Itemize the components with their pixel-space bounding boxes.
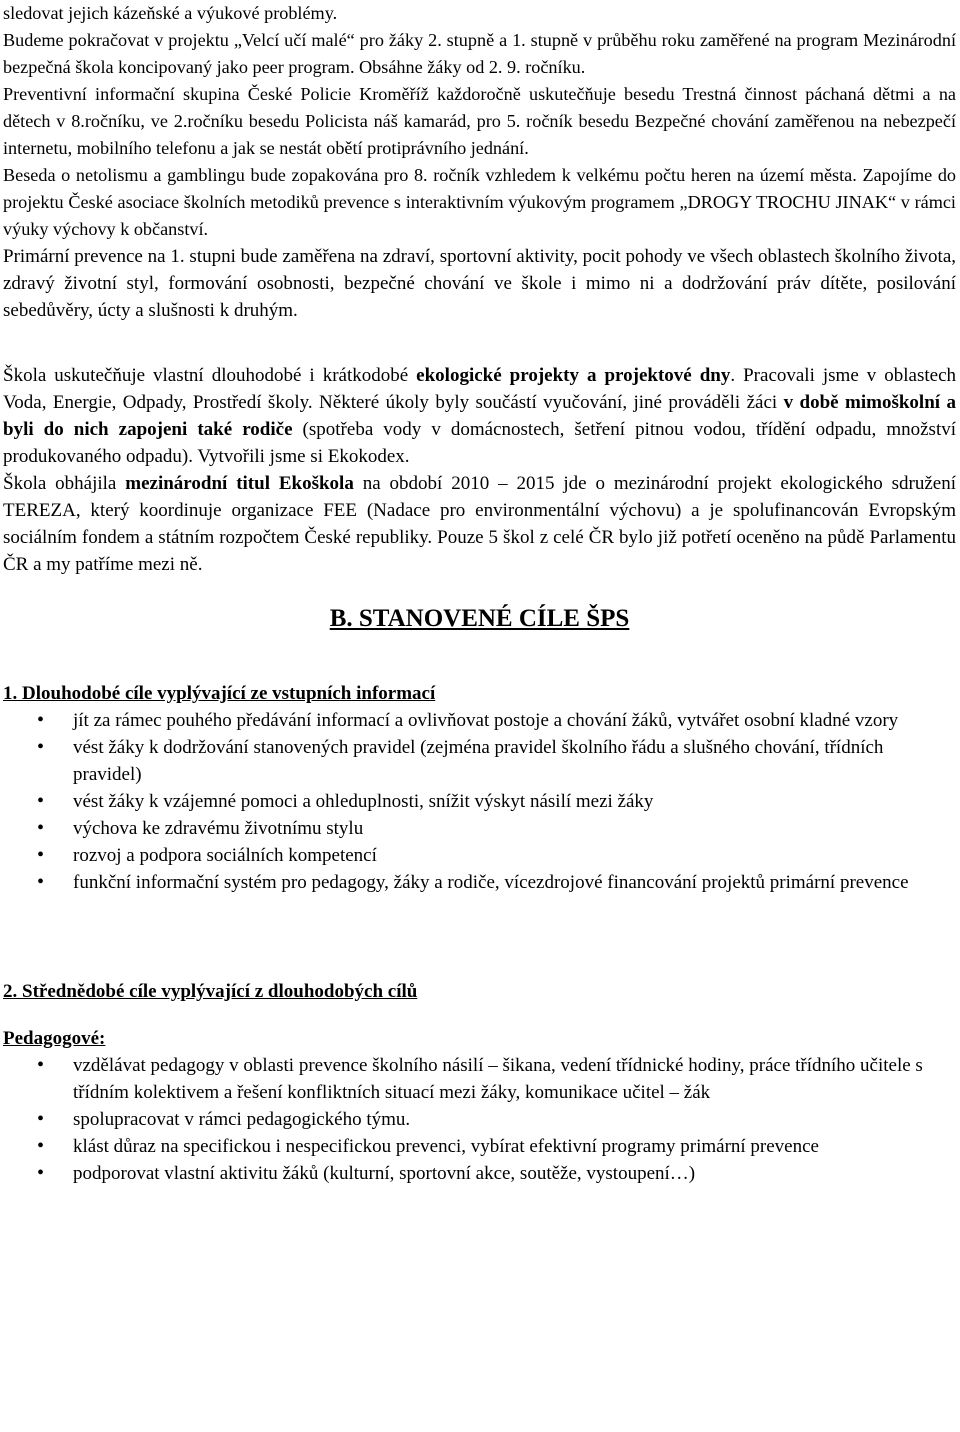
spacer — [3, 578, 956, 602]
paragraph-discipline: sledovat jejich kázeňské a výukové problémy. — [3, 3, 338, 23]
ekoskola-bold-title: mezinárodní titul Ekoškola — [125, 473, 354, 494]
list-item: • klást důraz na specifickou i nespecifickou prevenci, vybírat efektivní programy primární prevence — [3, 1133, 956, 1160]
spacer — [3, 324, 956, 362]
list-item: • funkční informační systém pro pedagogy, žáky a rodiče, vícezdrojové financování projektů primární prevence — [3, 869, 956, 896]
long-term-title: 1. Dlouhodobé cíle vyplývající ze vstupních informací — [3, 683, 436, 704]
section-b-title: B. STANOVENÉ CÍLE ŠPS — [329, 605, 630, 632]
list-item: • vzdělávat pedagogy v oblasti prevence školního násilí – šikana, vedení třídnické hodiny, práce třídního učitele s třídním kolektivem a řešení konfliktních situací mezi žáky, komunikace učitel – žák — [3, 1052, 956, 1106]
paragraph-primary-prevention: Primární prevence na 1. stupni bude zaměřena na zdraví, sportovní aktivity, pocit pohody ve všech oblastech školního života, zdravý životní styl, formování osobnosti, bezpečné chování ve škole i mimo ni a dodržování práv dítěte, posilování sebedůvěry, úcty a slušnosti k druhým. — [3, 246, 956, 321]
list-item: • vést žáky k vzájemné pomoci a ohleduplnosti, snížit výskyt násilí mezi žáky — [3, 788, 956, 815]
paragraph-netolism — [3, 162, 956, 243]
eco-bold-parents: v době mimoškolní a byli do nich zapojeni také rodiče — [3, 392, 956, 440]
paragraph-police-talks: Preventivní informační skupina České Policie Kroměříž každoročně uskutečňuje besedu Trestná činnost páchaná dětmi a na dětech v 8.ročníku, ve 2.ročníku besedu Policista náš kamarád, pro 5. ročník besedu Bezpečné chování zaměřenou na nebezpečí internetu, mobilního telefonu a jak se nestát obětí protiprávního jednání. — [3, 84, 956, 158]
paragraph-ekoskola — [3, 470, 956, 578]
list-item: • jít za rámec pouhého předávání informací a ovlivňovat postoje a chování žáků, vytvářet osobní kladné vzory — [3, 707, 956, 734]
group-pedagogues: Pedagogové: — [3, 1028, 106, 1049]
long-term-list — [3, 707, 956, 896]
eco-text-1: Škola uskutečňuje vlastní dlouhodobé i krátkodobé — [3, 365, 417, 386]
netolism-text: Beseda o netolismu a gamblingu bude zopakována pro 8. ročník vzhledem k velkému počtu heren na území města. — [3, 165, 857, 185]
mid-term-list — [3, 1052, 956, 1187]
mid-term-title: 2. Střednědobé cíle vyplývající z dlouhodobých cílů — [3, 981, 418, 1002]
list-item: • spolupracovat v rámci pedagogického týmu. — [3, 1106, 956, 1133]
list-item: • podporovat vlastní aktivitu žáků (kulturní, sportovní akce, soutěže, vystoupení…) — [3, 1160, 956, 1187]
list-item: • výchova ke zdravému životnímu stylu — [3, 815, 956, 842]
spacer — [3, 636, 956, 680]
spacer — [3, 896, 956, 978]
eco-bold-projects: ekologické projekty a projektové dny — [416, 365, 731, 386]
ekoskola-text-2: na období 2010 – 2015 jde o mezinárodní projekt ekologického sdružení TEREZA, který koordinuje organizace FEE (Nadace pro environmentální výchovu) a je spolufinancován Evropským sociálním fondem a státním rozpočtem České republiky. Pouze 5 škol z celé ČR bylo již potřetí oceněno na půdě Parlamentu ČR a my patříme mezi ně. — [3, 473, 956, 575]
list-item: • vést žáky k dodržování stanovených pravidel (zejména pravidel školního řádu a slušného chování, třídních pravidel) — [3, 734, 956, 788]
drogy-text: Zapojíme do projektu České asociace školních metodiků prevence s interaktivním výukovým programem „DROGY TROCHU JINAK“ v rámci výuky výchovy k občanství. — [3, 165, 957, 239]
ekoskola-text-1: Škola obhájila — [3, 473, 126, 494]
paragraph-velci-uci-male: Budeme pokračovat v projektu „Velcí učí malé“ pro žáky 2. stupně a 1. stupně v průběhu roku zaměřené na program Mezinárodní bezpečná škola koncipovaný jako peer program. Obsáhne žáky od 2. 9. ročníku. — [3, 30, 956, 77]
spacer — [3, 1005, 956, 1025]
eco-text-3: (spotřeba vody v domácnostech, šetření pitnou vodou, třídění odpadu, množství produkovaného odpadu). Vytvořili jsme si Ekokodex. — [3, 419, 956, 467]
eco-text-2: . Pracovali jsme v oblastech Voda, Energie, Odpady, Prostředí školy. Některé úkoly byly součástí vyučování, jiné prováděli žáci — [3, 365, 957, 413]
list-item: • rozvoj a podpora sociálních kompetencí — [3, 842, 956, 869]
paragraph-eco-projects — [3, 362, 956, 470]
